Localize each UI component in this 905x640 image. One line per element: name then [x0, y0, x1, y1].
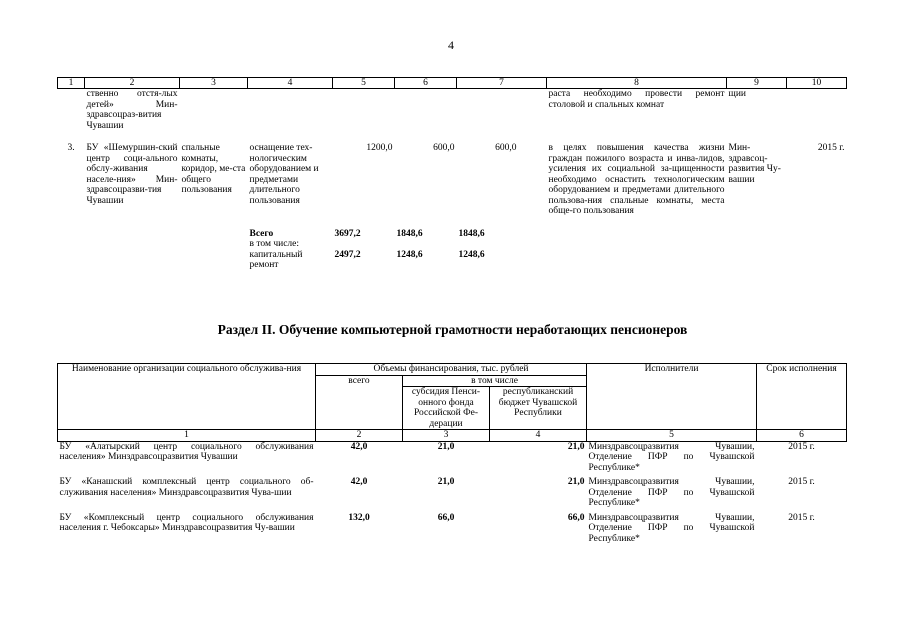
term: 2015 г.	[817, 143, 845, 153]
page-number: 4	[448, 38, 454, 52]
purpose-text: раста необходимо провести ремонт столовой и спальных комнат	[548, 89, 725, 110]
rep-total-value: 1848,6	[458, 228, 485, 239]
header-executors: Исполнители	[587, 364, 757, 430]
pfr-value: 66,0	[437, 512, 455, 523]
col-num: 4	[490, 430, 587, 442]
executors: Минздравсоцразвития Чувашии, Отделение ПФР по Чувашской Республике*	[588, 477, 755, 508]
total-value: 42,0	[350, 477, 368, 487]
col-num: 8	[547, 78, 727, 89]
col-num: 9	[727, 78, 787, 89]
col-num: 4	[248, 78, 333, 89]
col-num: 5	[587, 430, 757, 442]
row-number: 3.	[67, 143, 75, 153]
financing-table-section-2	[57, 363, 847, 544]
org-name: БУ «Шемуршин-ский центр соци-ального обслу-живания населе-ния» Мин-здравсоцразви-тия Чувашии	[86, 143, 178, 206]
pfr-value: 21,0	[437, 441, 455, 452]
cap-rep-value: 1248,6	[458, 249, 485, 260]
financing-table-section-1	[57, 77, 847, 271]
column-number-row	[58, 430, 847, 442]
section-title: Раздел II. Обучение компьютерной грамотности неработающих пенсионеров	[217, 322, 688, 337]
org-name: БУ «Комплексный центр социального обслуживания населения г. Чебоксары» Минздравсоцразвития Чу-вашии	[59, 512, 314, 533]
rep-value: 21,0	[567, 441, 585, 452]
total-value: 1200,0	[366, 143, 393, 153]
col-num: 1	[58, 430, 316, 442]
executor: Мин-здравсоц-развития Чу-вашии	[728, 143, 781, 185]
executors: Минздравсоцразвития Чувашии, Отделение ПФР по Чувашской Республике*	[588, 512, 755, 544]
table-row	[58, 143, 847, 217]
col-num: 7	[457, 78, 547, 89]
header-total: всего	[316, 375, 403, 430]
executor: щии	[728, 89, 746, 99]
term: 2015 г.	[788, 477, 815, 487]
col-num: 5	[333, 78, 395, 89]
column-number-row	[58, 78, 847, 89]
cap-total-value: 2497,2	[334, 249, 361, 260]
col-num: 6	[757, 430, 847, 442]
header-term: Срок исполнения	[757, 364, 847, 430]
purpose-text: в целях повышения качества жизни граждан пожилого возраста и инва-лидов, усиления их социальной за-щищенности необходимо оснастить технологическим оборудованием и предметами длительного пользова-ния спальные комнаты, места обще-го пользования	[548, 143, 725, 216]
executors: Минздравсоцразвития Чувашии, Отделение ПФР по Чувашской Республике*	[588, 441, 755, 473]
col-num: 3	[403, 430, 490, 442]
table-row	[58, 513, 847, 545]
term: 2015 г.	[788, 512, 815, 523]
table-row	[58, 441, 847, 473]
header-org: Наименование организации социального обслужива-ния	[58, 364, 316, 430]
header-pfr: субсидия Пенси-онного фонда Российской Фе-дерации	[403, 387, 490, 430]
totals-row	[58, 229, 847, 271]
pfr-total-value: 1848,6	[396, 228, 423, 239]
total-value: 132,0	[348, 512, 370, 523]
incl-label: в том числе:	[249, 239, 300, 249]
cap-label: капитальный ремонт	[249, 249, 303, 270]
header-incl: в том числе	[403, 375, 587, 387]
rep-value: 600,0	[495, 143, 517, 153]
table-row	[58, 477, 847, 509]
col-num: 2	[85, 78, 180, 89]
cap-pfr-value: 1248,6	[396, 249, 423, 260]
header-rep: республиканский бюджет Чувашской Республики	[490, 387, 587, 430]
table-row	[58, 89, 847, 132]
total-value: 3697,2	[334, 228, 361, 239]
org-name: ственно отстя-лых детей» Мин-здравсоцраз-вития Чувашии	[86, 89, 178, 131]
rep-value: 21,0	[567, 477, 585, 487]
col-num: 2	[316, 430, 403, 442]
total-value: 42,0	[350, 441, 368, 452]
term: 2015 г.	[788, 441, 815, 452]
col-num: 1	[58, 78, 85, 89]
col-num: 10	[787, 78, 847, 89]
rep-value: 66,0	[567, 512, 585, 523]
pfr-value: 600,0	[433, 143, 455, 153]
header-funding: Объемы финансирования, тыс. рублей	[316, 364, 587, 376]
col-num: 6	[395, 78, 457, 89]
object-name: спальные комнаты, коридор, ме-ста общего пользования	[181, 143, 246, 195]
col-num: 3	[180, 78, 248, 89]
org-name: БУ «Алатырский центр социального обслуживания населения» Минздравсоцразвития Чувашии	[59, 441, 314, 462]
org-name: БУ «Канашский комплексный центр социального об-служивания населения» Минздравсоцразвития Чува-шии	[59, 477, 314, 498]
work-type: оснащение тех-нологическим оборудованием и предметами длительного пользования	[249, 143, 319, 206]
pfr-value: 21,0	[437, 477, 455, 487]
total-label: Всего	[249, 228, 274, 239]
